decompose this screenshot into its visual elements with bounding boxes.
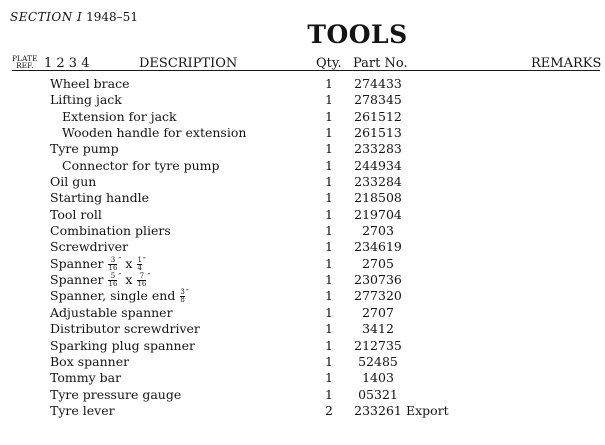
row-qty: 2 [325,402,333,418]
row-part-number: 3412 [362,321,394,337]
row-qty: 1 [325,337,333,353]
inch-mark: ″ [142,255,146,265]
row-qty: 1 [325,353,333,369]
row-description: Screwdriver [50,239,129,255]
row-description [50,288,189,304]
row-qty: 1 [325,304,333,320]
row-qty: 1 [325,255,333,271]
desc-prefix: Spanner [50,255,104,271]
plate-numbers-header: 1 2 3 4 [44,56,90,71]
qty-header: Qty. [316,56,342,71]
row-qty: 1 [325,157,333,173]
fraction-numerator: 1 [137,255,142,264]
row-part-number: 277320 [354,288,402,304]
fraction-denominator: 8 [180,296,185,305]
tools-table [0,76,605,419]
fraction-numerator: 3 [180,288,185,297]
table-row [0,288,605,304]
row-description: Tool roll [50,206,102,222]
row-part-number: 212735 [354,337,402,353]
row-qty: 1 [325,108,333,124]
row-part-number: 261512 [354,108,402,124]
row-part-number: 278345 [354,92,402,108]
header-rule [12,70,600,71]
row-description: Adjustable spanner [50,304,173,320]
row-part-number: 218508 [354,190,402,206]
row-description: Extension for jack [62,108,177,124]
fraction [108,273,117,288]
row-qty: 1 [325,370,333,386]
table-row [0,207,605,223]
row-qty: 1 [325,190,333,206]
remarks-header: REMARKS [531,56,602,71]
row-part-number: 274433 [354,76,402,91]
table-row [0,256,605,272]
table-row [0,305,605,321]
row-part-number: 219704 [354,206,402,222]
description-header: DESCRIPTION [139,56,238,71]
table-row [0,370,605,386]
row-qty: 1 [325,141,333,157]
table-row [0,354,605,370]
row-description: Tyre pressure gauge [50,386,182,402]
table-row [0,321,605,337]
desc-prefix: Spanner [50,272,104,288]
table-row [0,223,605,239]
table-row [0,272,605,288]
row-description: Oil gun [50,174,97,190]
row-remarks: Export [406,402,449,418]
row-description: Lifting jack [50,92,122,108]
row-qty: 1 [325,223,333,239]
table-row [0,190,605,206]
table-row [0,387,605,403]
fraction [137,257,141,272]
row-qty: 1 [325,76,333,91]
fraction-denominator: 16 [108,263,118,272]
table-row [0,92,605,108]
row-description: Tyre pump [50,141,119,157]
fraction-denominator: 16 [108,280,118,289]
row-qty: 1 [325,239,333,255]
row-part-number: 230736 [354,272,402,288]
row-part-number: 2705 [362,255,394,271]
section-years: 1948–51 [86,10,138,24]
fraction [180,289,184,304]
table-row [0,109,605,125]
row-description: Tyre lever [50,402,115,418]
fraction [137,273,146,288]
table-row [0,174,605,190]
fraction-denominator: 16 [137,280,147,289]
plate-ref-line2: REF. [15,61,34,70]
row-description: Tommy bar [50,370,122,386]
row-part-number: 234619 [354,239,402,255]
row-description: Connector for tyre pump [62,157,220,173]
row-description: Combination pliers [50,223,171,239]
row-part-number: 2707 [362,304,394,320]
row-qty: 1 [325,125,333,141]
row-description: Starting handle [50,190,150,206]
row-part-number: 233261 [354,402,402,418]
table-row [0,76,605,92]
row-description: Box spanner [50,353,130,369]
table-row [0,125,605,141]
fraction-numerator: 5 [108,273,117,281]
row-part-number: 233283 [354,141,402,157]
fraction-numerator: 7 [137,273,146,281]
part-number-header: Part No. [353,56,408,71]
plate-ref-header [12,55,38,69]
row-part-number: 52485 [358,353,398,369]
table-row [0,403,605,419]
row-description [50,256,146,272]
row-qty: 1 [325,206,333,222]
section-label: SECTION I [10,10,83,24]
size-separator: x [125,255,133,271]
inch-mark: ″ [147,272,151,282]
inch-mark: ″ [118,272,122,282]
size-separator: x [125,272,133,288]
row-qty: 1 [325,288,333,304]
inch-mark: ″ [118,255,122,265]
row-description: Wooden handle for extension [62,125,247,141]
table-row [0,158,605,174]
row-description [50,272,150,288]
table-row [0,141,605,157]
fraction-denominator: 4 [137,263,142,272]
row-qty: 1 [325,92,333,108]
row-part-number: 233284 [354,174,402,190]
plate-ref-line1: PLATE [12,54,38,63]
row-part-number: 05321 [358,386,398,402]
row-qty: 1 [325,272,333,288]
row-part-number: 1403 [362,370,394,386]
desc-prefix: Spanner, single end [50,288,176,304]
inch-mark: ″ [185,288,189,298]
row-part-number: 261513 [354,125,402,141]
page-title: TOOLS [307,20,408,49]
row-description: Distributor screwdriver [50,321,200,337]
table-row [0,239,605,255]
row-qty: 1 [325,386,333,402]
row-description: Sparking plug spanner [50,337,195,353]
fraction-numerator: 3 [108,257,117,265]
fraction [108,257,117,272]
row-part-number: 244934 [354,157,402,173]
row-part-number: 2703 [362,223,394,239]
row-qty: 1 [325,174,333,190]
row-description: Wheel brace [50,76,130,91]
row-qty: 1 [325,321,333,337]
table-row [0,338,605,354]
